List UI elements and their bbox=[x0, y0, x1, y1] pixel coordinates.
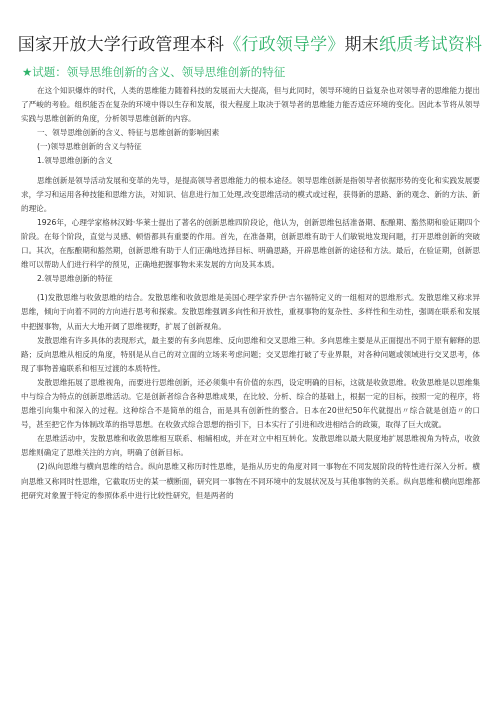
heading-level-3-features: 2.领导思维创新的特征 bbox=[36, 274, 113, 284]
paragraph-four-stages: 1926年，心理学家格林汉姆·华莱士提出了著名的创新思维四阶段论，他认为，创新思维包括准备期、酝酿期、豁然期和验证期四个阶段。在每个阶段，直觉与灵感、顿悟都具有重要的作用。首先，在准备期，创新思维有助于人们敏锐地发现问题，打开思维创新的突破口。其次，在酝酿期和豁然期，创新思维有助于人们正确地选择目标、明确思路，开辟思维创新的途径和方法。最后，在验证期，创新思维可以帮助人们进行科学的预见，正确地把握事物未来发展的方向及其本质。 bbox=[21, 217, 480, 270]
paragraph-divergent-forms: 发散思维有许多具体的表现形式，最主要的有多向思维、反向思维和交叉思维三种。多向思维主要是从正面提出不同于原有解释的思路；反向思维从相反的角度，特别是从自己的对立面的立场来考虑问题；交叉思维打破了专业界限，对各种问题或领域进行交叉思考，体现了事物普遍联系和相互过渡的本质特性。 bbox=[21, 335, 480, 373]
heading-level-3-meaning: 1.领导思维创新的含义 bbox=[36, 156, 113, 166]
title-part-3: 期末 bbox=[344, 35, 379, 55]
title-part-1: 国家开放大学行政管理本科 bbox=[17, 35, 225, 55]
paragraph-convergent: 发散思维拓展了思维视角，而要进行思维创新，还必须集中有价值的东西，设定明确的目标，这就是收敛思维。收敛思维是以思维集中与综合为特点的创新思维活动。它是创新者综合各种思维成果，在比较、分析、综合的基础上，根据一定的目标，按照一定的程序，将思维引向集中和深入的过程。这种综合不是简单的组合，而是具有创新性的整合。日本在20世纪50年代就提出〃综合就是创造〃的口号，甚至把它作为体制改革的指导思想。在收敛式综合思想的指引下，日本实行了引进和改进相结合的政策，取得了巨大成就。 bbox=[21, 377, 480, 430]
paragraph-divergent-convergent: (1)发散思维与收敛思维的结合。发散思维和收敛思维是美国心理学家乔伊·吉尔福特定义的一组相对的思维形式。发散思维又称求异思维，倾向于向着不同的方向进行思考和探索。发散思维强调多向性和开放性，重视事物的复杂性、多样性和生动性，强调在联系和发展中把握事物，从而大大地开阔了思维视野，扩展了创新视角。 bbox=[21, 293, 480, 331]
document-body bbox=[21, 84, 480, 503]
paragraph-vertical-horizontal: (2)纵向思维与横向思维的结合。纵向思维又称历时性思维，是指从历史的角度对同一事物在不同发展阶段的特性进行深入分析。横向思维又称同时性思维，它截取历史的某一横断面，研究同一事物在不同环境中的发展状况及与其他事物的关系。纵向思维和横向思维都把研究对象置于特定的参照体系中进行比较性研究，但是两者的 bbox=[21, 462, 480, 500]
paragraph-relationship: 在思维活动中，发散思维和收敛思维相互联系、相辅相成，并在对立中相互转化。发散思维以最大限度地扩展思维视角为特点，收敛思维则确定了思维关注的方向，明确了创新目标。 bbox=[21, 434, 480, 458]
paragraph-definition: 思维创新是领导活动发展和变革的先导，是提高领导者思维能力的根本途径。领导思维创新是指领导者依据形势的变化和实践发展要求，学习和运用各种技能和思维方法，对知识、信息进行加工处理,改变思维活动的模式或过程，获得新的思路、新的观念、新的方法、新的理论。 bbox=[21, 175, 480, 213]
document-title bbox=[0, 30, 500, 55]
heading-level-1: 一、领导思维创新的含义、特征与思维创新的影响因素 bbox=[36, 128, 220, 138]
title-course-name: 《行政领导学》 bbox=[224, 35, 345, 55]
heading-level-2: (一)领导思维创新的含义与特征 bbox=[36, 142, 142, 152]
question-heading: ★试题：领导思维创新的含义、领导思维创新的特征 bbox=[22, 65, 286, 79]
title-part-4: 纸质考试资料 bbox=[379, 35, 483, 55]
paragraph-intro: 在这个知识爆炸的时代，人类的思维能力随着科技的发展而大大提高，但与此同时，领导环境的日益复杂也对领导者的思维能力提出了严峻的考验。组织能否在复杂的环境中得以生存和发展，很大程度上取决于领导者的思维能力能否适应环境的变化。因此本节将从领导实践与思维创新的角度，分析领导思维创新的内容。 bbox=[21, 86, 480, 124]
